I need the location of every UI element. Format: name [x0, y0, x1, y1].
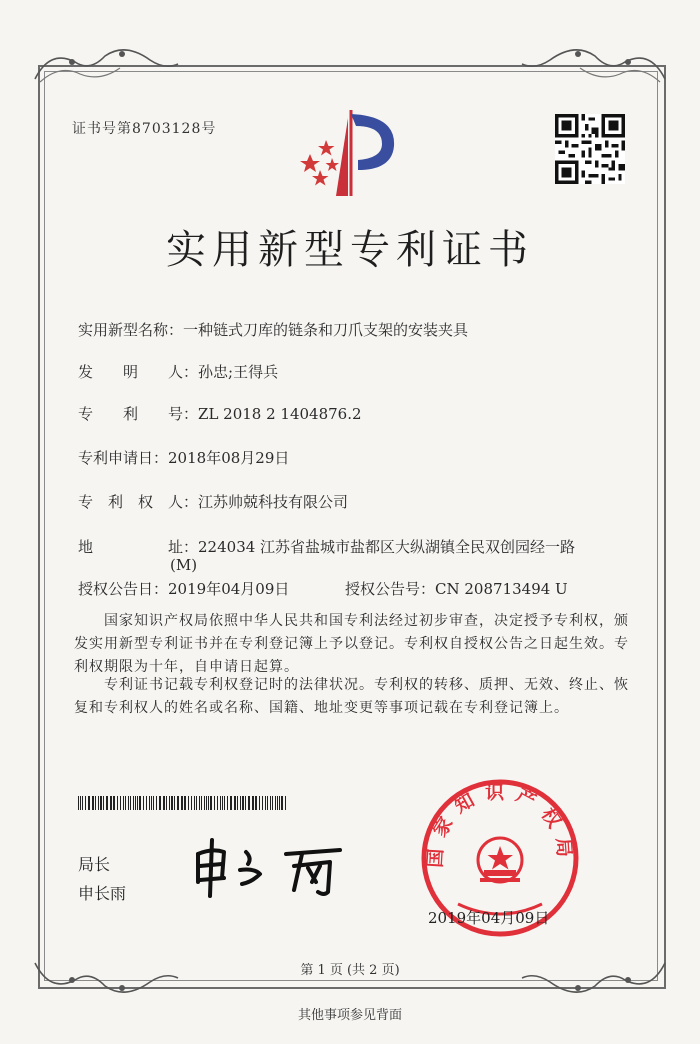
field-value: 江苏帅兢科技有限公司 — [198, 493, 349, 511]
barcode-bar — [123, 796, 124, 810]
field-label: 专 利 号： — [78, 405, 199, 423]
field-value: 2018年08月29日 — [168, 449, 290, 467]
barcode-bar — [217, 796, 218, 810]
barcode-bar — [149, 796, 150, 810]
barcode-bar — [82, 796, 83, 810]
barcode-bar — [222, 796, 223, 810]
field-patentee — [78, 491, 348, 512]
barcode-bar — [272, 796, 273, 810]
barcode-bar — [220, 796, 221, 810]
barcode-bar — [106, 796, 108, 810]
barcode-bar — [117, 796, 118, 810]
field-value: 2019年04月09日 — [168, 580, 290, 598]
field-value: CN 208713494 U — [435, 580, 568, 598]
barcode-bar — [191, 796, 192, 810]
paragraph-legal-status: 专利证书记载专利权登记时的法律状况。专利权的转移、质押、无效、终止、恢复和专利权人的姓名或名称、国籍、地址变更等事项记载在专利登记簿上。 — [74, 677, 629, 716]
barcode-bar — [184, 796, 186, 810]
barcode-bar — [281, 796, 283, 810]
field-label: 专 利 权 人： — [78, 493, 199, 511]
barcode-bar — [252, 796, 254, 810]
barcode-bar — [128, 796, 129, 810]
field-label: 地 址： — [78, 538, 199, 556]
barcode-bar — [133, 796, 134, 810]
barcode-bar — [277, 796, 278, 810]
barcode-bar — [125, 796, 126, 810]
field-value: 224034 江苏省盐城市盐都区大纵湖镇全民双创园经一路 — [198, 538, 576, 556]
svg-text:国家知识产权局: 国家知识产权局 — [424, 781, 576, 869]
barcode-bar — [255, 796, 257, 810]
barcode-bar — [92, 796, 94, 810]
field-value: 一种链式刀库的链条和刀爪支架的安装夹具 — [183, 321, 469, 339]
paragraph-grant-statement: 国家知识产权局依照中华人民共和国专利法经过初步审查，决定授予专利权，颁发实用新型专利证书并在专利登记簿上予以登记。专利权自授权公告之日起生效。专利权期限为十年，自申请日起算。 — [74, 613, 629, 675]
barcode-bar — [230, 796, 232, 810]
barcode-bar — [153, 796, 154, 810]
ornament-top-right — [520, 44, 670, 84]
barcode-bar — [171, 796, 173, 810]
barcode-bar — [151, 796, 152, 810]
barcode-bar — [159, 796, 161, 810]
barcode-bar — [188, 796, 189, 810]
page-number: 第 1 页 (共 2 页) — [300, 963, 400, 978]
field-grant-date — [78, 578, 289, 599]
barcode-bar — [199, 796, 200, 810]
barcode-bar — [275, 796, 276, 810]
barcode-bar — [163, 796, 165, 810]
barcode-bar — [181, 796, 183, 810]
barcode-bar — [110, 796, 112, 810]
barcode-bar — [240, 796, 241, 810]
barcode-bar — [95, 796, 96, 810]
field-label: 专利申请日： — [78, 449, 169, 467]
seal-date: 2019年04月09日 — [428, 909, 550, 927]
barcode-bar — [210, 796, 212, 810]
barcode-bar — [177, 796, 179, 810]
barcode-bar — [120, 796, 121, 810]
barcode-bar — [85, 796, 86, 810]
barcode-bar — [137, 796, 138, 810]
field-label: 授权公告日： — [78, 580, 169, 598]
barcode-bar — [248, 796, 250, 810]
certificate-number: 证书号第8703128号 — [72, 121, 217, 137]
barcode-bar — [194, 796, 195, 810]
director-signature — [190, 832, 350, 898]
barcode-bar — [237, 796, 238, 810]
field-filing-date — [78, 447, 289, 468]
certificate-title: 实用新型专利证书 — [166, 227, 534, 273]
cnipa-logo-icon — [296, 104, 406, 200]
barcode-bar — [279, 796, 280, 810]
barcode-bar — [139, 796, 141, 810]
barcode-bar — [166, 796, 167, 810]
barcode-bar — [130, 796, 131, 810]
barcode-bar — [245, 796, 246, 810]
field-value: 孙忠;王得兵 — [198, 363, 279, 381]
barcode-bar — [201, 796, 202, 810]
barcode-bar — [265, 796, 266, 810]
barcode-bar — [206, 796, 207, 810]
barcode-bar — [78, 796, 79, 810]
ornament-top-left — [30, 44, 180, 84]
barcode-bar — [113, 796, 115, 810]
barcode-bar — [174, 796, 175, 810]
barcode-bar — [103, 796, 104, 810]
barcode — [78, 796, 290, 810]
field-label: 授权公告号： — [345, 580, 436, 598]
barcode-bar — [262, 796, 263, 810]
field-label: 发 明 人： — [78, 363, 199, 381]
field-value: ZL 2018 2 1404876.2 — [198, 405, 362, 423]
barcode-bar — [224, 796, 225, 810]
barcode-bar — [80, 796, 81, 810]
barcode-bar — [204, 796, 205, 810]
barcode-bar — [156, 796, 157, 810]
barcode-bar — [135, 796, 136, 810]
barcode-bar — [234, 796, 236, 810]
barcode-bar — [227, 796, 228, 810]
director-name: 申长雨 — [78, 884, 127, 903]
barcode-bar — [259, 796, 260, 810]
barcode-bar — [270, 796, 271, 810]
barcode-bar — [169, 796, 170, 810]
barcode-bar — [196, 796, 197, 810]
barcode-bar — [242, 796, 244, 810]
barcode-bar — [98, 796, 99, 810]
barcode-bar — [100, 796, 102, 810]
barcode-bar — [267, 796, 268, 810]
field-inventor — [78, 361, 278, 382]
barcode-bar — [143, 796, 144, 810]
field-address — [78, 536, 575, 557]
field-label: 实用新型名称： — [78, 321, 184, 339]
barcode-bar — [146, 796, 147, 810]
footer-note: 其他事项参见背面 — [297, 1008, 402, 1023]
field-address-suffix: (M) — [170, 556, 198, 574]
qr-code — [555, 114, 625, 184]
field-utility-model-name — [78, 319, 468, 340]
barcode-bar — [208, 796, 209, 810]
barcode-bar — [88, 796, 90, 810]
barcode-bar — [285, 796, 286, 810]
field-grant-number — [345, 578, 568, 599]
field-patent-number — [78, 403, 362, 424]
director-title: 局长 — [78, 855, 111, 874]
barcode-bar — [214, 796, 215, 810]
